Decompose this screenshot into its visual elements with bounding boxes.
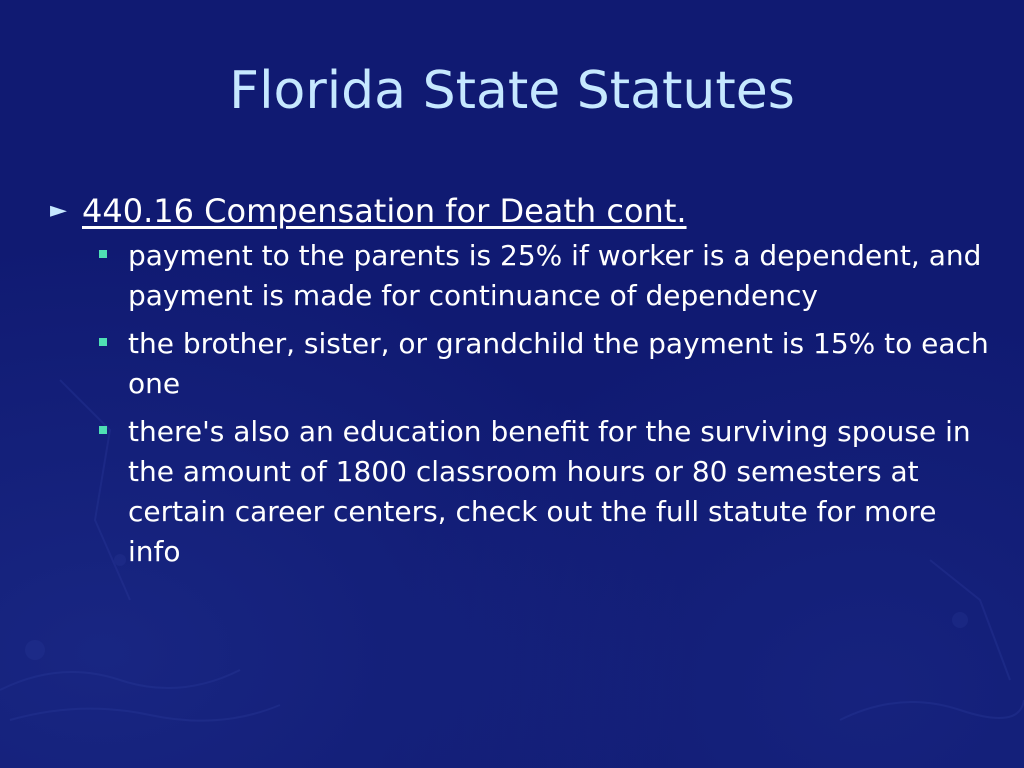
- triangle-right-icon: ►: [50, 198, 67, 223]
- square-bullet-icon: [98, 324, 128, 364]
- slide-title: Florida State Statutes: [229, 61, 795, 121]
- subbullet-text: payment to the parents is 25% if worker is a dependent, and payment is made for continuance of dependency: [128, 239, 982, 312]
- square-bullet-icon: [98, 412, 128, 452]
- bullet-item: [50, 190, 990, 232]
- subbullet-text: the brother, sister, or grandchild the payment is 15% to each one: [128, 327, 989, 400]
- subbullet-item: [98, 236, 990, 316]
- subbullet-list: [50, 236, 990, 572]
- subbullet-item: [98, 412, 990, 572]
- subbullet-text: there's also an education benefit for the surviving spouse in the amount of 1800 classroom hours or 80 semesters at certain career centers, check out the full statute for more info: [128, 415, 971, 568]
- bullet-text: 440.16 Compensation for Death cont.: [82, 192, 687, 230]
- slide-content: [50, 190, 990, 580]
- subbullet-item: [98, 324, 990, 404]
- square-bullet-icon: [98, 236, 128, 276]
